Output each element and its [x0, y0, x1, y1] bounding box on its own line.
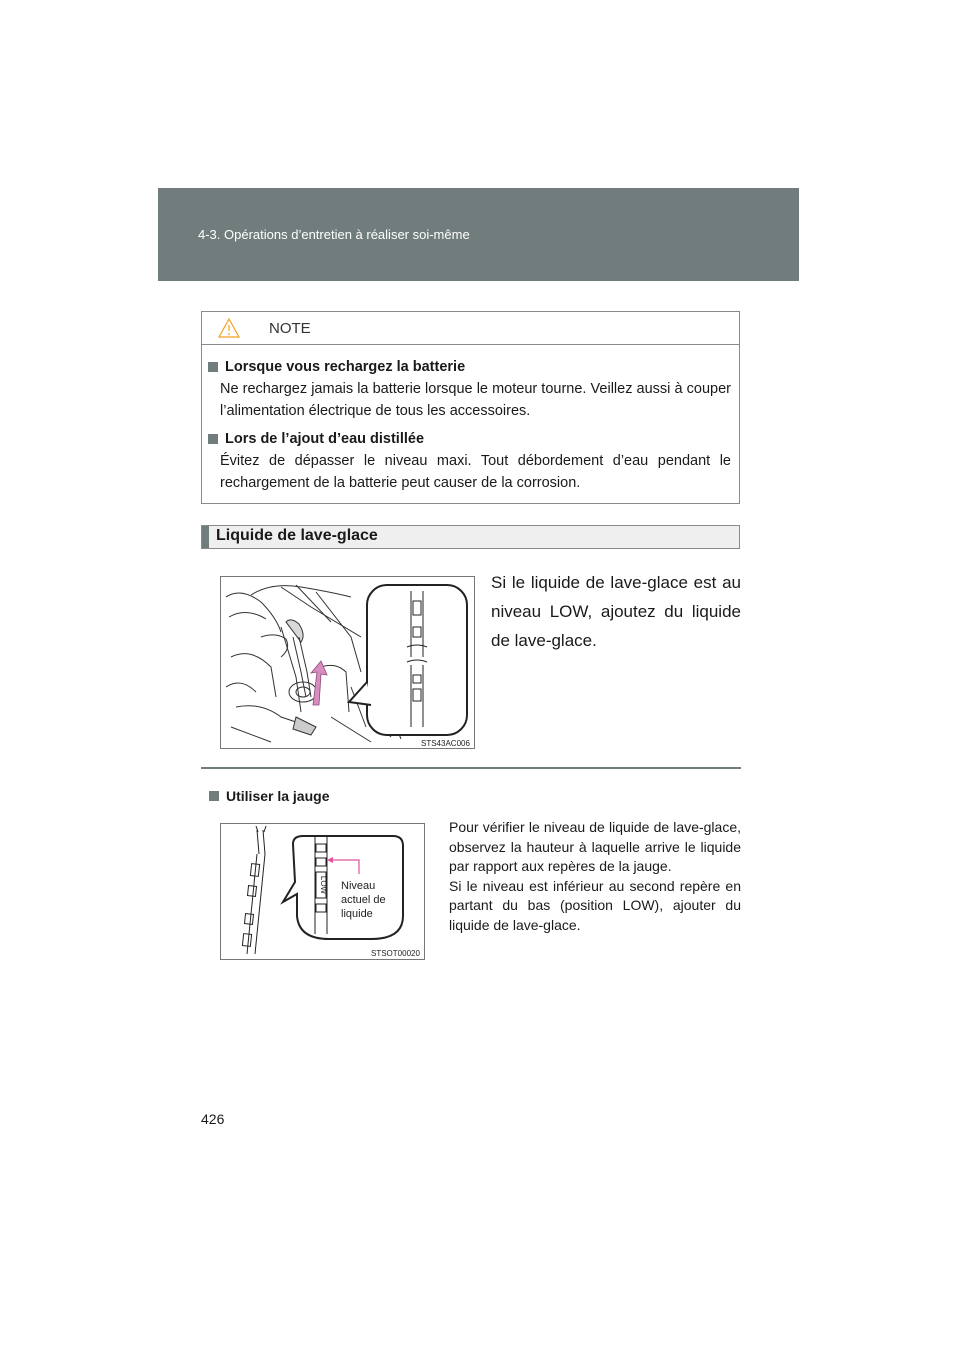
square-bullet-icon — [208, 434, 218, 444]
callout-line: Niveau — [341, 880, 376, 892]
note-item-text: Ne rechargez jamais la batterie lorsque le moteur tourne. Veillez aussi à couper l’alimentation électrique de tous les accessoires. — [220, 381, 731, 419]
note-item-text: Évitez de dépasser le niveau maxi. Tout débordement d’eau pendant le rechargement de la batterie peut causer de la corrosion. — [220, 453, 731, 491]
up-arrow-icon — [311, 661, 327, 705]
subsection-title: Utiliser la jauge — [226, 788, 330, 804]
square-bullet-icon — [208, 362, 218, 372]
note-item-heading — [208, 428, 733, 450]
chapter-header-band — [158, 188, 799, 281]
subsection-heading — [209, 788, 329, 804]
section-divider — [201, 767, 741, 769]
note-item-heading — [208, 356, 733, 378]
gauge-paragraph: Pour vérifier le niveau de liquide de lave-glace, observez la hauteur à laquelle arrive le liquide par rapport aux repères de la jauge. — [449, 819, 741, 874]
section-title-bar — [201, 525, 740, 549]
dipstick-illustration — [221, 824, 424, 959]
warning-icon — [218, 318, 240, 338]
note-item-heading-text: Lorsque vous rechargez la batterie — [225, 359, 466, 375]
dipstick-figure — [220, 823, 425, 960]
current-level-callout — [341, 879, 386, 921]
figure-code: STSOT00020 — [371, 949, 420, 958]
gauge-paragraph: Si le niveau est inférieur au second repère en partant du bas (position LOW), ajouter du liquide de lave-glace. — [449, 877, 741, 933]
engine-bay-illustration — [221, 577, 474, 748]
note-body — [202, 345, 739, 494]
gauge-instructions — [449, 818, 741, 935]
intro-paragraph: Si le liquide de lave-glace est au niveau LOW, ajoutez du liquide de lave-glace. — [491, 573, 741, 650]
callout-line: liquide — [341, 908, 373, 920]
section-accent — [202, 526, 209, 548]
square-bullet-icon — [209, 791, 219, 801]
chapter-header-title: 4-3. Opérations d’entretien à réaliser soi-même — [198, 227, 470, 242]
washer-reservoir-figure — [220, 576, 475, 749]
note-title: NOTE — [269, 320, 311, 337]
note-box — [201, 311, 740, 504]
page-number: 426 — [201, 1111, 225, 1127]
callout-line: actuel de — [341, 894, 386, 906]
note-header — [202, 312, 739, 345]
section-title: Liquide de lave-glace — [216, 527, 378, 544]
gauge-low-label: LOW — [319, 875, 328, 895]
note-item-heading-text: Lors de l’ajout d’eau distillée — [225, 431, 425, 447]
figure-code: STS43AC006 — [421, 739, 470, 748]
